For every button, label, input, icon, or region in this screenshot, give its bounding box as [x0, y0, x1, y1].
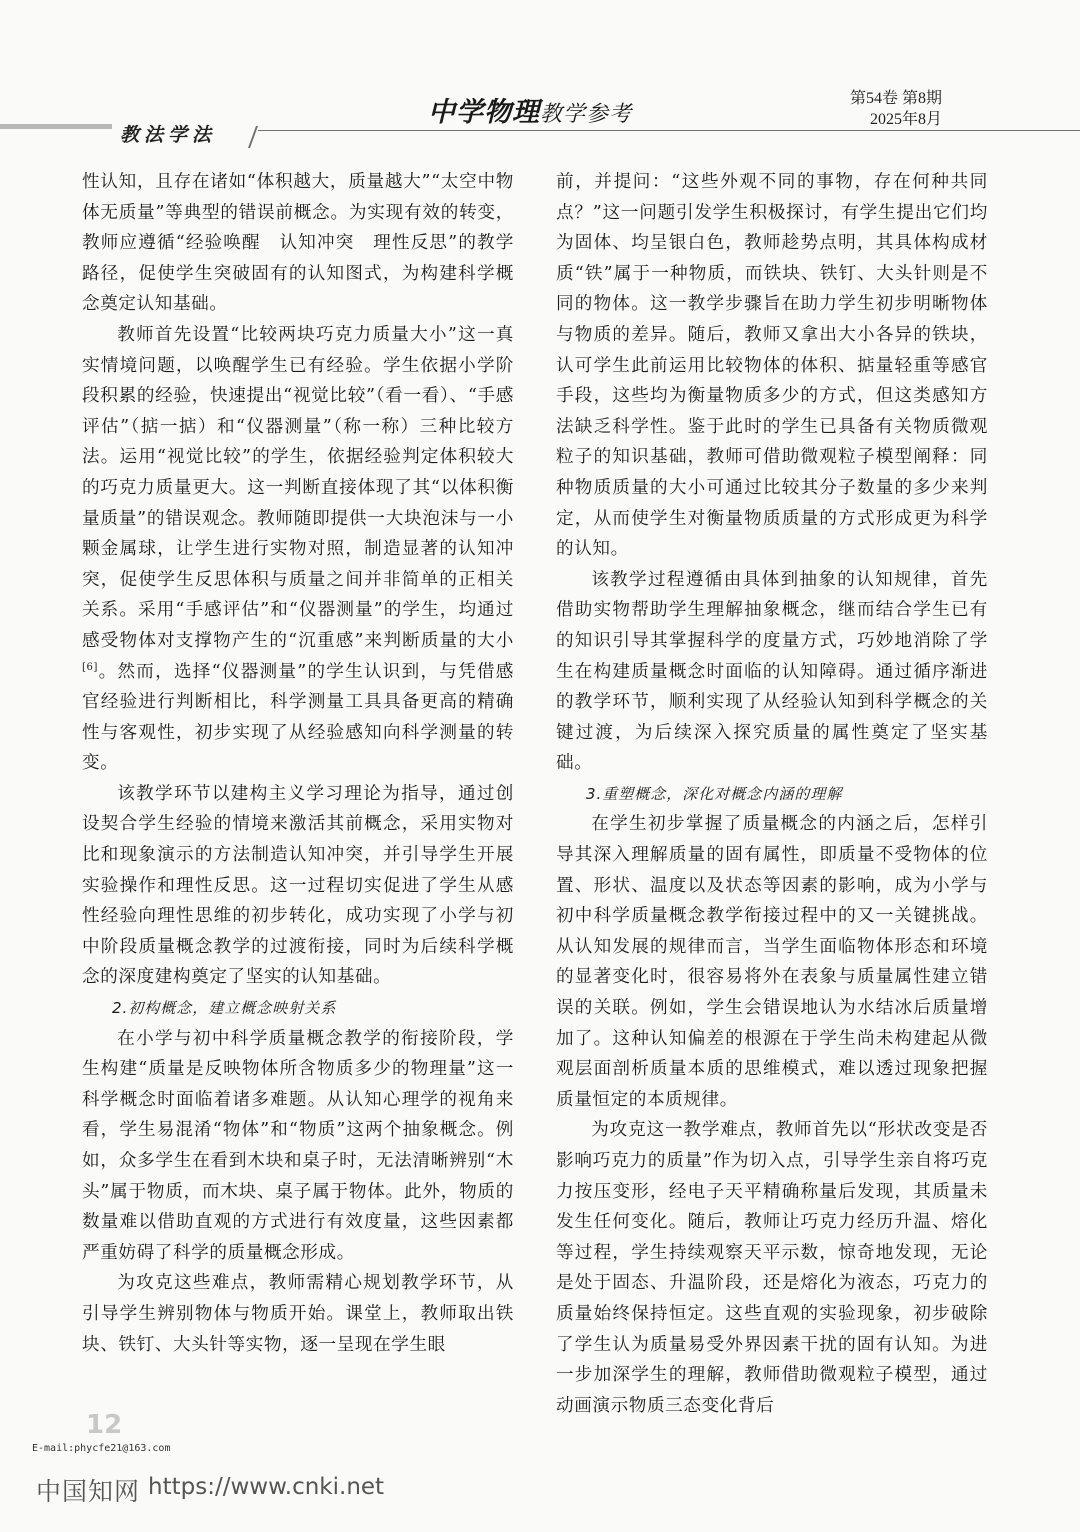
- paragraph: 为攻克这一教学难点，教师首先以“形状改变是否影响巧克力的质量”作为切入点，引导学生亲自将巧克力按压变形，经电子天平精确称量后发现，其质量未发生任何变化。随后，教师让巧克力经历升温、熔化等过程，学生持续观察天平示数，惊奇地发现，无论是处于固态、升温阶段，还是熔化为液态，巧克力的质量始终保持恒定。这些直观的实验现象，初步破除了学生认为质量易受外界因素干扰的固有认知。为进一步加深学生的理解，教师借助微观粒子模型，通过动画演示物质三态变化背后: [556, 1120, 988, 1416]
- header-rule-right: [258, 130, 1080, 131]
- paragraph: 前，并提问：“这些外观不同的事物，存在何种共同点？”这一问题引发学生积极探讨，有学生提出它们均为固体、均呈银白色，教师趁势点明，其具体构成材质“铁”属于一种物质，而铁块、铁钉、大头针则是不同的物体。这一教学步骤旨在助力学生初步明晰物体与物质的差异。随后，教师又拿出大小各异的铁块，认可学生此前运用比较物体的体积、掂量轻重等感官手段，这些均为衡量物质多少的方式，但这类感知方法缺乏科学性。鉴于此时的学生已具备有关物质微观粒子的知识基础，教师可借助微观粒子模型阐释：同种物质质量的大小可通过比较其分子数量的多少来判定，从而使学生对衡量物质质量的方式形成更为科学的认知。: [556, 172, 988, 560]
- right-column: [556, 167, 988, 1421]
- cnki-url[interactable]: https://www.cnki.net: [148, 1474, 385, 1500]
- cnki-logo: 中国知网: [36, 1477, 141, 1506]
- paragraph: 该教学过程遵循由具体到抽象的认知规律，首先借助实物帮助学生理解抽象概念，继而结合学生已有的知识引导其掌握科学的度量方式，巧妙地消除了学生在构建质量概念时面临的认知障碍。通过循序渐进的教学环节，顺利实现了从经验认知到科学概念的关键过渡，为后续深入探究质量的属性奠定了坚实基础。: [556, 569, 988, 774]
- paragraph: [82, 320, 514, 779]
- contact-email: E-mail:phycfe21@163.com: [32, 1443, 171, 1454]
- issue-date: 2025年8月: [869, 111, 942, 128]
- issue-info: [812, 88, 942, 130]
- section-heading: 3.重塑概念，深化对概念内涵的理解: [586, 784, 843, 803]
- header-rule-left: [0, 124, 112, 129]
- paragraph: 性认知，且存在诸如“体积越大，质量越大”“太空中物体无质量”等典型的错误前概念。为实现有效的转变，教师应遵循“经验唤醒 认知冲突 理性反思”的教学路径，促使学生突破固有的认知图式，为构建科学概念奠定认知基础。: [82, 172, 514, 315]
- left-column: [82, 167, 514, 1360]
- paragraph: 在学生初步掌握了质量概念的内涵之后，怎样引导其深入理解质量的固有属性，即质量不受物体的位置、形状、温度以及状态等因素的影响，成为小学与初中科学质量概念教学衔接过程中的又一关键挑战。从认知发展的规律而言，当学生面临物体形态和环境的显著变化时，很容易将外在表象与质量属性建立错误的关联。例如，学生会错误地认为水结冰后质量增加了。这种认知偏差的根源在于学生尚未构建起从微观层面剖析质量本质的思维模式，难以透过现象把握质量恒定的本质规律。: [556, 814, 988, 1110]
- paragraph-text: 教师首先设置“比较两块巧克力质量大小”这一真实情境问题，以唤醒学生已有经验。学生依据小学阶段积累的经验，快速提出“视觉比较”（看一看）、“手感评估”（掂一掂）和“仪器测量”（称一称）三种比较方法。运用“视觉比较”的学生，依据经验判定体积较大的巧克力质量更大。这一判断直接体现了其“以体积衡量质量”的错误观念。教师随即提供一大块泡沫与一小颗金属球，让学生进行实物对照，制造显著的认知冲突，促使学生反思体积与质量之间并非简单的正相关关系。采用“手感评估”和“仪器测量”的学生，均通过感受物体对支撑物产生的“沉重感”来判断质量的大小: [82, 324, 514, 651]
- paragraph: 该教学环节以建构主义学习理论为指导，通过创设契合学生经验的情境来激活其前概念，采用实物对比和现象演示的方法制造认知冲突，并引导学生开展实验操作和理性反思。这一过程切实促进了学生从感性经验向理性思维的初步转化，成功实现了小学与初中阶段质量概念教学的过渡衔接，同时为后续科学概念的深度建构奠定了坚实的认知基础。: [82, 783, 514, 988]
- paragraph-text: 。然而，选择“仪器测量”的学生认识到，与凭借感官经验进行判断相比，科学测量工具具备更高的精确性与客观性，初步实现了从经验感知向科学测量的转变。: [82, 661, 514, 774]
- volume-issue: 第54卷 第8期: [849, 90, 942, 107]
- journal-title: [428, 90, 632, 129]
- section-label: 教法学法: [120, 124, 217, 146]
- citation-mark[interactable]: [6]: [82, 661, 98, 673]
- journal-title-main: 中学物理: [428, 97, 540, 128]
- header-slash: [248, 126, 258, 148]
- paragraph: 为攻克这些难点，教师需精心规划教学环节，从引导学生辨别物体与物质开始。课堂上，教师取出铁块、铁钉、大头针等实物，逐一呈现在学生眼: [82, 1273, 514, 1355]
- journal-title-sub: 教学参考: [540, 102, 633, 127]
- section-heading: 2.初构概念，建立概念映射关系: [112, 999, 337, 1018]
- page-number: 12: [86, 1410, 123, 1440]
- paragraph: 在小学与初中科学质量概念教学的衔接阶段，学生构建“质量是反映物体所含物质多少的物理量”这一科学概念时面临着诸多难题。从认知心理学的视角来看，学生易混淆“物体”和“物质”这两个抽象概念。例如，众多学生在看到木块和桌子时，无法清晰辨别“木头”属于物质，而木块、桌子属于物体。此外，物质的数量难以借助直观的方式进行有效度量，这些因素都严重妨碍了科学的质量概念形成。: [82, 1028, 514, 1263]
